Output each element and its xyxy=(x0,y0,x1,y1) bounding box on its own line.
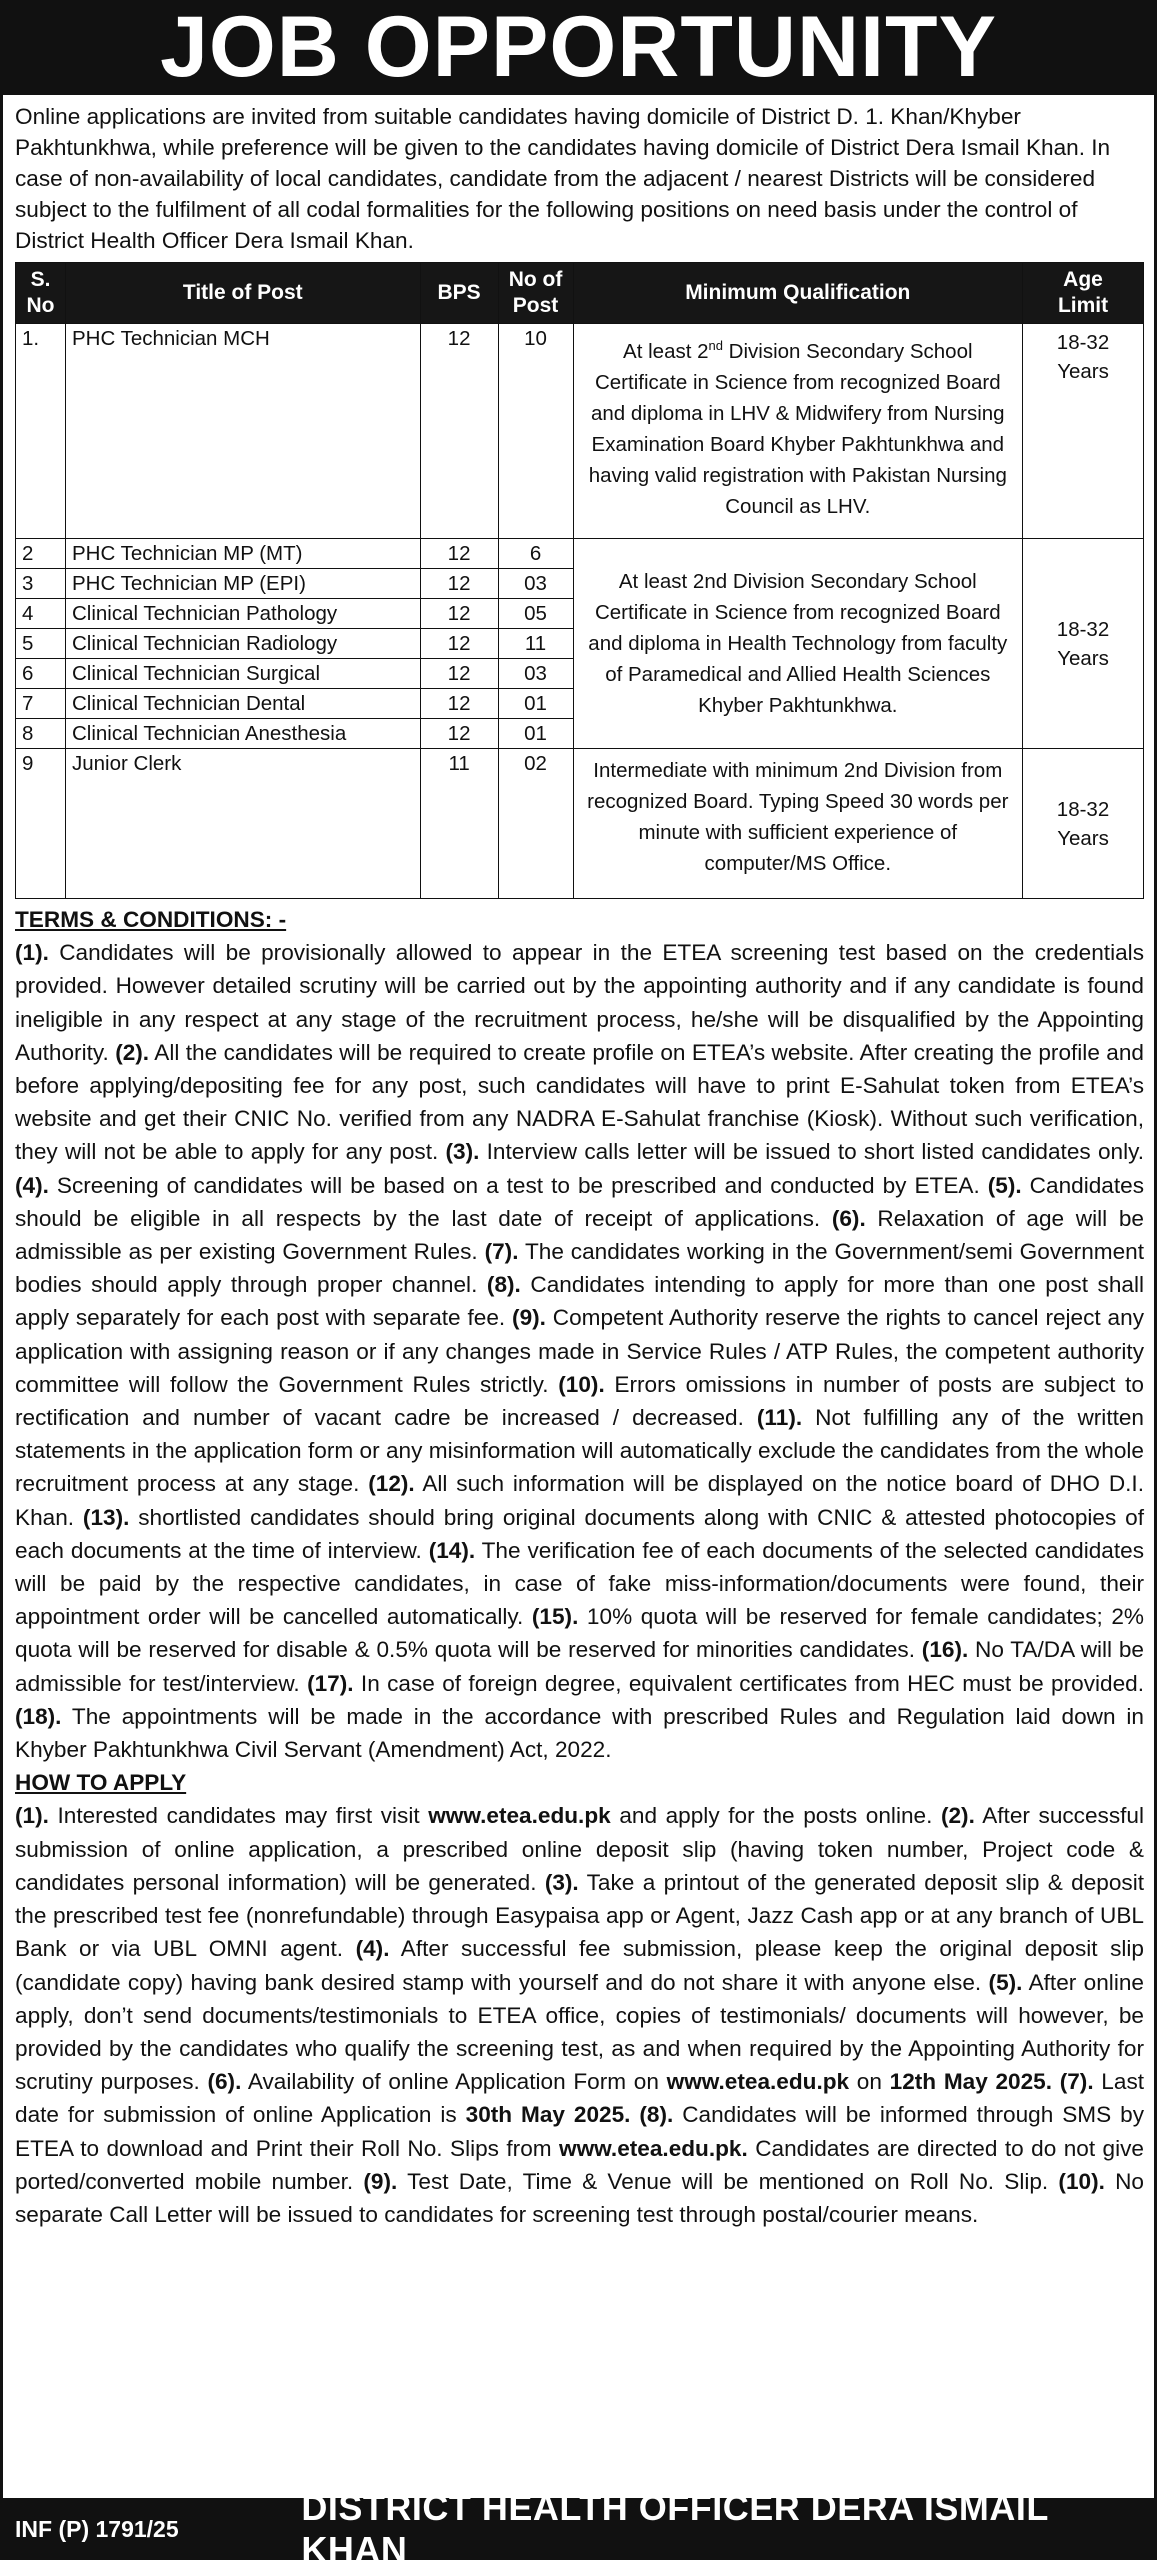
step-text: Take a printout of the generated deposit slip & deposit the prescribed test fee (nonrefundable) through Easypaisa app or Agent, Jazz Cash app or at any branch of UBL Bank or via UBL OMNI agent. xyxy=(15,1869,1144,1962)
last-date: 30th May 2025. xyxy=(465,2102,631,2128)
term-text: Screening of candidates will be based on a test to be prescribed and conducted by ETEA. xyxy=(48,1172,988,1198)
website-link[interactable]: www.etea.edu.pk xyxy=(428,1803,611,1829)
intro-paragraph: Online applications are invited from suitable candidates having domicile of District D. 1. Khan/Khyber Pakhtunkhwa, while preference will be given to the candidates having domicile of District Dera Ismail Khan. In case of non-availability of local candidates, candidate from the adjacent / nearest Districts will be considered subject to the fulfilment of all codal formalities for the following positions on need basis under the control of District Health Officer Dera Ismail Khan. xyxy=(15,104,1111,253)
term-number: (14). xyxy=(428,1537,476,1563)
step-text: Interested candidates may first visit xyxy=(48,1803,429,1829)
cell-sno: 3 xyxy=(16,569,66,599)
cell-bps: 11 xyxy=(420,749,498,899)
advert-code: INF (P) 1791/25 xyxy=(15,2515,179,2542)
term-text: All the candidates will be required to create profile on ETEA’s website. After creating the profile and before applying/depositing fee for any post, such candidates will have to print E-Sahulat token from ETEA’s website and get their CNIC No. verified from any NADRA E-Sahulat franchise (Kiosk). Without such verification, they will not be able to apply for any post. xyxy=(15,1039,1144,1165)
step-text: After online apply, don’t send documents/testimonials to ETEA office, copies of testimonials/ documents will however, be provided by the candidates who qualify the screening test, as and when required by the Appointing Authority for scrutiny purposes. xyxy=(15,1969,1144,2095)
step-text: Candidates will be informed through SMS by ETEA to download and Print their Roll No. Slips from xyxy=(15,2102,1144,2161)
step-number: (6). xyxy=(207,2069,242,2095)
term-number: (13). xyxy=(82,1504,130,1530)
cell-sno: 9 xyxy=(16,749,66,899)
term-text: Relaxation of age will be admissible as per existing Government Rules. xyxy=(15,1205,1145,1265)
cell-posts: 01 xyxy=(498,719,573,749)
cell-sno: 1. xyxy=(16,324,66,539)
step-number: (4). xyxy=(355,1936,390,1962)
page-title: JOB OPPORTUNITY xyxy=(3,0,1154,95)
term-number: (11). xyxy=(756,1405,803,1431)
term-number: (3). xyxy=(445,1139,480,1165)
step-number: (9). xyxy=(363,2168,398,2194)
cell-posts: 6 xyxy=(498,539,573,569)
cell-sno: 4 xyxy=(16,599,66,629)
term-number: (5). xyxy=(987,1172,1022,1198)
cell-qualification: At least 2nd Division Secondary School Certificate in Science from recognized Board and diploma in Health Technology from faculty of Paramedical and Allied Health Sciences Khyber Pakhtunkhwa. xyxy=(573,539,1023,749)
cell-title: Clinical Technician Radiology xyxy=(65,629,420,659)
terms-body xyxy=(15,936,1144,1766)
availability-date: 12th May 2025. xyxy=(889,2069,1053,2095)
header-age: Age Limit xyxy=(1023,263,1144,324)
cell-posts: 10 xyxy=(498,324,573,539)
cell-sno: 2 xyxy=(16,539,66,569)
term-number: (7). xyxy=(484,1239,519,1265)
term-number: (18). xyxy=(15,1703,62,1729)
term-text: Not fulfilling any of the written statements in the application form or any misinformation will automatically exclude the candidates from the whole recruitment process at any stage. xyxy=(15,1405,1144,1497)
header-title: Title of Post xyxy=(65,263,420,324)
term-number: (2). xyxy=(115,1039,150,1065)
table-row xyxy=(16,539,1144,569)
cell-bps: 12 xyxy=(420,599,498,629)
how-to-apply-heading: HOW TO APPLY xyxy=(15,1770,187,1796)
cell-title: Junior Clerk xyxy=(65,749,420,899)
cell-posts: 03 xyxy=(498,659,573,689)
cell-sno: 7 xyxy=(16,689,66,719)
term-text: Competent Authority reserve the rights to cancel reject any application with assigning reason or if any changes made in Service Rules / ATP Rules, the competent authority committee will follow the Government Rules strictly. xyxy=(15,1305,1144,1397)
step-text: and apply for the posts online. xyxy=(610,1803,941,1829)
step-text: Candidates are directed to do not give ported/converted mobile number. xyxy=(15,2135,1144,2194)
cell-posts: 11 xyxy=(498,629,573,659)
table-header-row xyxy=(16,263,1144,324)
header-bps: BPS xyxy=(420,263,498,324)
header-qualification: Minimum Qualification xyxy=(573,263,1023,324)
cell-title: Clinical Technician Surgical xyxy=(65,659,420,689)
table-row xyxy=(16,324,1144,539)
term-number: (17). xyxy=(307,1670,354,1696)
term-number: (10). xyxy=(558,1371,605,1397)
step-text: Test Date, Time & Venue will be mentioned on Roll No. Slip. xyxy=(397,2168,1059,2194)
cell-sno: 5 xyxy=(16,629,66,659)
step-number: (5). xyxy=(988,1969,1023,1995)
cell-title: Clinical Technician Pathology xyxy=(65,599,420,629)
cell-age: 18-32 Years xyxy=(1023,539,1144,749)
cell-age: 18-32 Years xyxy=(1023,749,1144,899)
step-text: Availability of online Application Form on xyxy=(241,2069,667,2095)
cell-bps: 12 xyxy=(420,569,498,599)
cell-bps: 12 xyxy=(420,629,498,659)
cell-qualification: Intermediate with minimum 2nd Division from recognized Board. Typing Speed 30 words per minute with sufficient experience of computer/MS Office. xyxy=(573,749,1023,899)
cell-posts: 01 xyxy=(498,689,573,719)
term-text: The candidates working in the Government/semi Government bodies should apply through proper channel. xyxy=(15,1239,1144,1298)
term-number: (8). xyxy=(486,1272,521,1298)
cell-title: Clinical Technician Anesthesia xyxy=(65,719,420,749)
cell-age: 18-32 Years xyxy=(1023,324,1144,539)
cell-title: PHC Technician MP (EPI) xyxy=(65,569,420,599)
term-text: 10% quota will be reserved for female candidates; 2% quota will be reserved for disable & 0.5% quota will be reserved for minorities candidates. xyxy=(15,1604,1144,1663)
step-text: After successful submission of online application, a prescribed online deposit slip (having token number, Project code & candidates personal information) will be generated. xyxy=(15,1803,1144,1895)
cell-title: Clinical Technician Dental xyxy=(65,689,420,719)
term-text: shortlisted candidates should bring original documents along with CNIC & attested photocopies of each documents at the time of interview. xyxy=(15,1504,1144,1563)
how-to-apply-body xyxy=(15,1799,1144,2231)
term-number: (15). xyxy=(531,1604,579,1630)
cell-qualification: At least 2nd Division Secondary School Certificate in Science from recognized Board and diploma in LHV & Midwifery from Nursing Examination Board Khyber Pakhtunkhwa and having valid registration with Pakistan Nursing Council as LHV. xyxy=(573,324,1023,539)
cell-bps: 12 xyxy=(420,719,498,749)
header-sno: S. No xyxy=(16,263,66,324)
cell-bps: 12 xyxy=(420,324,498,539)
cell-title: PHC Technician MP (MT) xyxy=(65,539,420,569)
cell-posts: 03 xyxy=(498,569,573,599)
term-number: (6). xyxy=(831,1205,866,1231)
cell-sno: 6 xyxy=(16,659,66,689)
website-link[interactable]: www.etea.edu.pk xyxy=(666,2069,850,2095)
term-text: No TA/DA will be admissible for test/interview. xyxy=(15,1637,1144,1696)
issuing-office: DISTRICT HEALTH OFFICER DERA ISMAIL KHAN xyxy=(301,2487,1049,2570)
term-text: The verification fee of each documents of the selected candidates will be paid by the respective candidates, in case of fake miss-information/documents were found, their appointment order will be cancelled automatically. xyxy=(15,1537,1144,1630)
step-text: After successful fee submission, please keep the original deposit slip (candidate copy) having bank desired stamp with yourself and do not share it with anyone else. xyxy=(15,1936,1144,1995)
term-text: Errors omissions in number of posts are subject to rectification and number of vacant cadre be increased / decreased. xyxy=(15,1371,1144,1431)
step-number: (10). xyxy=(1058,2168,1105,2194)
step-text: Last date for submission of online Application is xyxy=(15,2069,1145,2128)
cell-bps: 12 xyxy=(420,539,498,569)
step-text: on xyxy=(849,2069,890,2095)
cell-sno: 8 xyxy=(16,719,66,749)
term-number: (1). xyxy=(15,940,49,966)
term-number: (9). xyxy=(512,1305,546,1331)
step-number: (2). xyxy=(940,1803,975,1829)
cell-posts: 02 xyxy=(498,749,573,899)
terms-section xyxy=(3,899,1154,2231)
footer-bar xyxy=(3,2487,1154,2570)
website-link[interactable]: www.etea.edu.pk. xyxy=(559,2135,748,2161)
cell-bps: 12 xyxy=(420,659,498,689)
term-text: All such information will be displayed on the notice board of DHO D.I. Khan. xyxy=(15,1471,1144,1530)
cell-posts: 05 xyxy=(498,599,573,629)
step-text: No separate Call Letter will be issued to candidates for screening test through postal/courier means. xyxy=(15,2168,1144,2227)
term-number: (4). xyxy=(15,1172,49,1198)
terms-heading: TERMS & CONDITIONS: - xyxy=(15,907,287,932)
term-number: (12). xyxy=(368,1471,415,1497)
positions-table xyxy=(15,262,1144,899)
term-text: Candidates intending to apply for more than one post shall apply separately for each post with separate fee. xyxy=(15,1272,1145,1331)
step-number: (7). xyxy=(1059,2069,1094,2095)
step-text xyxy=(1052,2069,1060,2094)
term-text: In case of foreign degree, equivalent certificates from HEC must be provided. xyxy=(353,1670,1144,1696)
step-number: (8). xyxy=(639,2102,674,2128)
term-text: Candidates will be provisionally allowed to appear in the ETEA screening test based on the credentials provided. However detailed scrutiny will be carried out by the appointing authority and if any candidate is found ineligible in any respect at any stage of the recruitment process, he/she will be disqualified by the Appointing Authority. xyxy=(15,940,1144,1065)
term-number: (16). xyxy=(921,1637,969,1663)
term-text: The appointments will be made in the accordance with prescribed Rules and Regulation laid down in Khyber Pakhtunkhwa Civil Servant (Amendment) Act, 2022. xyxy=(15,1703,1144,1763)
step-number: (3). xyxy=(544,1869,579,1895)
term-text: Candidates should be eligible in all respects by the last date of receipt of applications. xyxy=(15,1172,1144,1231)
header-posts: No of Post xyxy=(498,263,573,324)
term-text: Interview calls letter will be issued to short listed candidates only. xyxy=(479,1139,1144,1165)
cell-bps: 12 xyxy=(420,689,498,719)
cell-title: PHC Technician MCH xyxy=(65,324,420,539)
table-row xyxy=(16,749,1144,899)
step-number: (1). xyxy=(15,1803,49,1829)
